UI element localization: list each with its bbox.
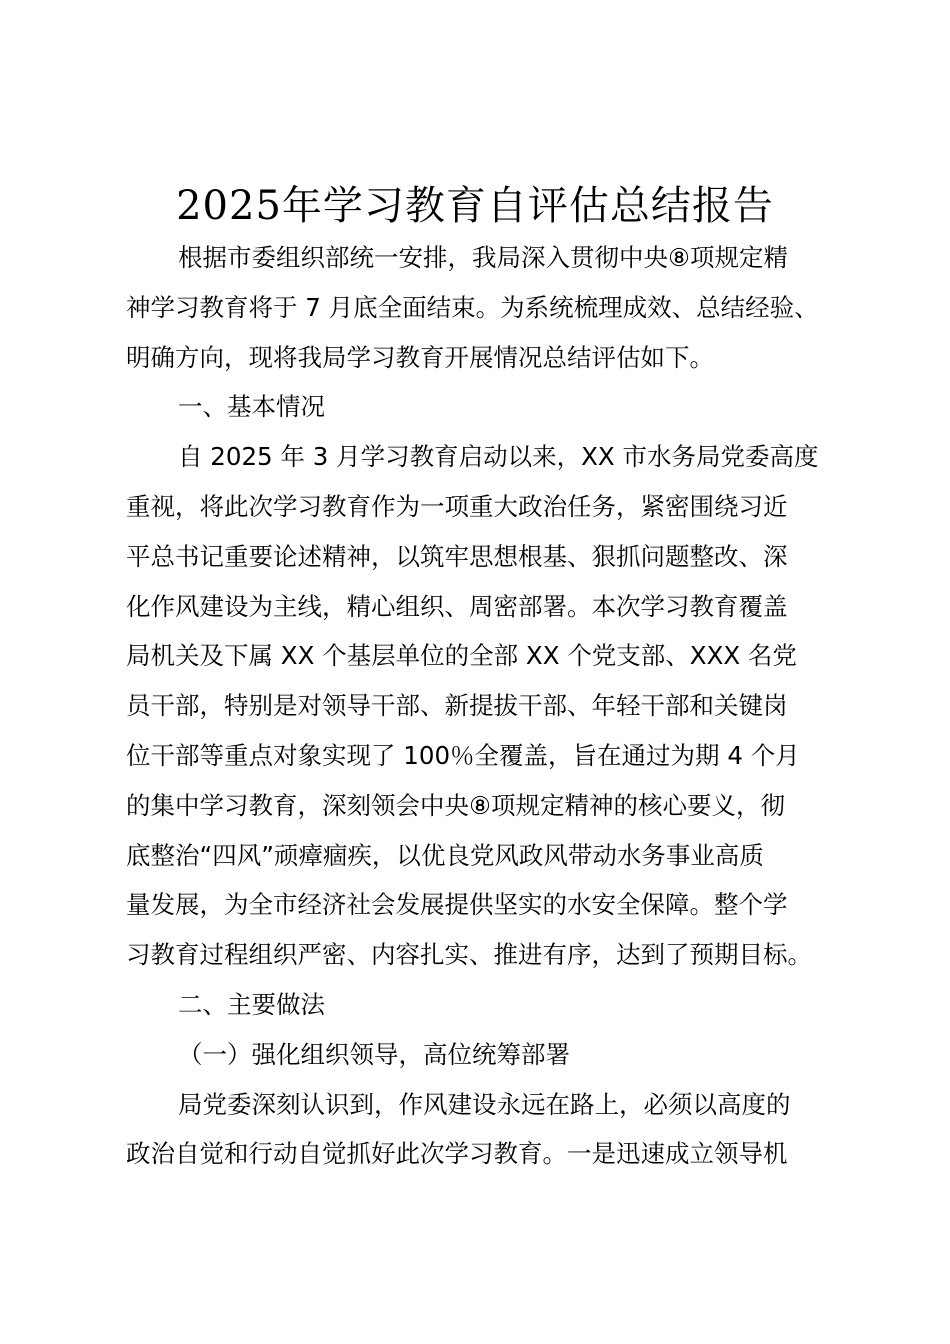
paragraph-line: 平总书记重要论述精神，以筑牢思想根基、狠抓问题整改、深	[126, 541, 788, 571]
paragraph-line: 底整治“四风”顽瘴痼疾，以优良党风政风带动水务事业高质	[126, 840, 764, 870]
paragraph-line: 化作风建设为主线，精心组织、周密部署。本次学习教育覆盖	[126, 591, 788, 621]
paragraph-line: 重视，将此次学习教育作为一项重大政治任务，紧密围绕习近	[126, 491, 788, 521]
paragraph-line: 政治自觉和行动自觉抓好此次学习教育。一是迅速成立领导机	[126, 1139, 788, 1169]
paragraph-line: 明确方向，现将我局学习教育开展情况总结评估如下。	[126, 342, 714, 372]
document-body	[126, 233, 836, 1179]
paragraph-line: 神学习教育将于 7 月底全面结束。为系统梳理成效、总结经验、	[126, 292, 819, 322]
subsection-heading: （一）强化组织领导，高位统筹部署	[178, 1039, 570, 1069]
section-heading: 二、主要做法	[178, 989, 325, 1019]
document-title: 2025年学习教育自评估总结报告	[176, 183, 774, 229]
paragraph-line: 根据市委组织部统一安排，我局深入贯彻中央⑧项规定精	[178, 243, 788, 272]
paragraph-line: 局党委深刻认识到，作风建设永远在路上，必须以高度的	[178, 1089, 791, 1119]
paragraph-line: 量发展，为全市经济社会发展提供坚实的水安全保障。整个学	[126, 890, 788, 920]
paragraph-line: 自 2025 年 3 月学习教育启动以来，XX 市水务局党委高度	[178, 442, 819, 472]
section-heading: 一、基本情况	[178, 392, 325, 422]
paragraph-line: 位干部等重点对象实现了 100％全覆盖，旨在通过为期 4 个月	[126, 740, 800, 770]
paragraph-line: 的集中学习教育，深刻领会中央⑧项规定精神的核心要义，彻	[126, 790, 785, 820]
paragraph-line: 员干部，特别是对领导干部、新提拔干部、年轻干部和关键岗	[126, 691, 788, 721]
paragraph-line: 局机关及下属 XX 个基层单位的全部 XX 个党支部、XXX 名党	[126, 641, 797, 671]
paragraph-line: 习教育过程组织严密、内容扎实、推进有序，达到了预期目标。	[126, 940, 812, 970]
